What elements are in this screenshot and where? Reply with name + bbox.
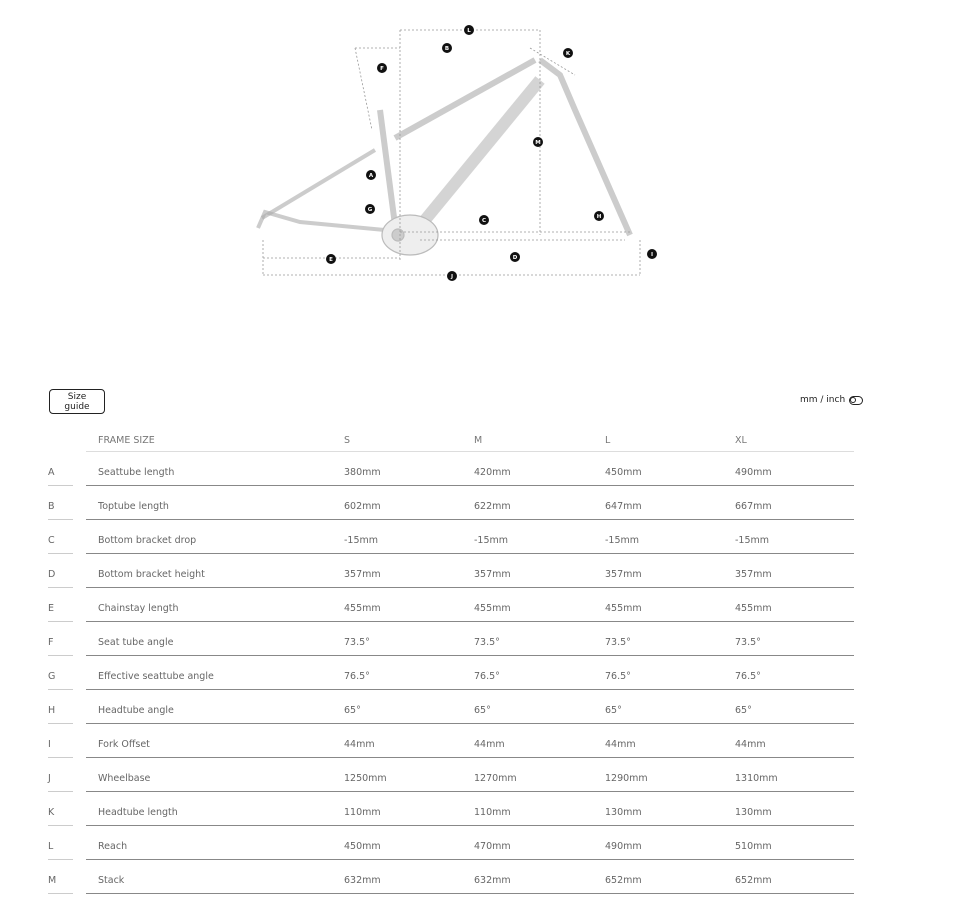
row-letter: K: [48, 807, 55, 818]
value-l: 647mm: [605, 501, 642, 512]
size-header-s: S: [344, 435, 351, 446]
row-letter: J: [48, 773, 51, 784]
value-s: 65°: [344, 705, 361, 716]
marker-b: [442, 43, 452, 53]
marker-j: [447, 271, 457, 281]
row-label: Seat tube angle: [98, 637, 174, 648]
row-letter: C: [48, 535, 55, 546]
value-s: 602mm: [344, 501, 381, 512]
value-s: 1250mm: [344, 773, 387, 784]
row-label: Toptube length: [98, 501, 169, 512]
value-m: 44mm: [474, 739, 505, 750]
size-header-m: M: [474, 435, 483, 446]
marker-f: [377, 63, 387, 73]
table-row: [48, 860, 854, 894]
marker-m: [533, 137, 543, 147]
frame-geometry-diagram: [0, 0, 960, 300]
row-label: Bottom bracket drop: [98, 535, 197, 546]
value-l: 44mm: [605, 739, 636, 750]
row-letter: G: [48, 671, 56, 682]
marker-a: [366, 170, 376, 180]
value-m: 455mm: [474, 603, 511, 614]
value-l: 1290mm: [605, 773, 648, 784]
row-letter: H: [48, 705, 56, 716]
value-s: 110mm: [344, 807, 381, 818]
value-s: 450mm: [344, 841, 381, 852]
divider: [86, 893, 854, 894]
value-m: 632mm: [474, 875, 511, 886]
svg-text:C: C: [481, 218, 487, 224]
table-row: [48, 826, 854, 860]
geometry-table: [48, 424, 854, 894]
marker-k: [563, 48, 573, 58]
size-header-xl: XL: [735, 435, 747, 446]
frame-size-header: FRAME SIZE: [98, 435, 155, 446]
value-xl: 510mm: [735, 841, 772, 852]
value-l: 455mm: [605, 603, 642, 614]
row-label: Seattube length: [98, 467, 175, 478]
svg-text:M: M: [535, 140, 541, 146]
marker-g: [365, 204, 375, 214]
size-guide-button[interactable]: Size guide: [49, 389, 105, 414]
row-letter: A: [48, 467, 55, 478]
value-l: 652mm: [605, 875, 642, 886]
table-row: [48, 452, 854, 486]
value-m: 420mm: [474, 467, 511, 478]
value-l: -15mm: [605, 535, 640, 546]
table-row: [48, 554, 854, 588]
svg-text:A: A: [368, 173, 374, 179]
value-s: 76.5°: [344, 671, 370, 682]
value-s: 44mm: [344, 739, 375, 750]
row-letter: D: [48, 569, 56, 580]
value-xl: -15mm: [735, 535, 770, 546]
row-letter: M: [48, 875, 57, 886]
value-xl: 73.5°: [735, 637, 761, 648]
table-row: [48, 622, 854, 656]
value-m: 357mm: [474, 569, 511, 580]
row-letter: I: [48, 739, 51, 750]
value-s: 632mm: [344, 875, 381, 886]
row-letter: L: [48, 841, 54, 852]
value-xl: 1310mm: [735, 773, 778, 784]
row-letter: E: [48, 603, 55, 614]
unit-toggle[interactable]: [800, 395, 863, 405]
svg-text:E: E: [329, 257, 333, 263]
svg-text:I: I: [650, 252, 654, 258]
row-label: Fork Offset: [98, 739, 150, 750]
table-row: [48, 792, 854, 826]
marker-d: [510, 252, 520, 262]
divider: [48, 893, 73, 894]
row-label: Wheelbase: [98, 773, 151, 784]
svg-text:F: F: [380, 66, 384, 72]
value-l: 76.5°: [605, 671, 631, 682]
value-s: 455mm: [344, 603, 381, 614]
row-label: Headtube angle: [98, 705, 174, 716]
value-l: 490mm: [605, 841, 642, 852]
table-row: [48, 486, 854, 520]
svg-text:J: J: [450, 274, 454, 280]
table-row: [48, 656, 854, 690]
marker-h: [594, 211, 604, 221]
value-m: 110mm: [474, 807, 511, 818]
svg-text:H: H: [596, 214, 602, 220]
row-label: Bottom bracket height: [98, 569, 205, 580]
row-letter: B: [48, 501, 55, 512]
size-header-l: L: [605, 435, 611, 446]
svg-text:G: G: [367, 207, 373, 213]
table-row: [48, 588, 854, 622]
row-label: Headtube length: [98, 807, 178, 818]
toggle-switch-icon[interactable]: [849, 396, 863, 405]
value-s: 380mm: [344, 467, 381, 478]
row-label: Reach: [98, 841, 128, 852]
value-m: 73.5°: [474, 637, 500, 648]
svg-text:L: L: [467, 28, 471, 34]
value-m: -15mm: [474, 535, 509, 546]
value-m: 622mm: [474, 501, 511, 512]
value-m: 65°: [474, 705, 491, 716]
row-label: Effective seattube angle: [98, 671, 214, 682]
value-xl: 455mm: [735, 603, 772, 614]
value-xl: 65°: [735, 705, 752, 716]
value-m: 1270mm: [474, 773, 517, 784]
value-s: -15mm: [344, 535, 379, 546]
value-l: 65°: [605, 705, 622, 716]
table-row: [48, 724, 854, 758]
marker-c: [479, 215, 489, 225]
value-xl: 652mm: [735, 875, 772, 886]
marker-e: [326, 254, 336, 264]
value-xl: 130mm: [735, 807, 772, 818]
value-xl: 667mm: [735, 501, 772, 512]
value-xl: 44mm: [735, 739, 766, 750]
value-s: 73.5°: [344, 637, 370, 648]
value-l: 357mm: [605, 569, 642, 580]
table-header-row: [48, 424, 854, 452]
marker-l: [464, 25, 474, 35]
table-row: [48, 520, 854, 554]
svg-text:B: B: [444, 46, 450, 52]
svg-text:D: D: [512, 255, 518, 261]
value-s: 357mm: [344, 569, 381, 580]
value-xl: 76.5°: [735, 671, 761, 682]
row-label: Stack: [98, 875, 125, 886]
value-xl: 490mm: [735, 467, 772, 478]
marker-i: [647, 249, 657, 259]
value-m: 76.5°: [474, 671, 500, 682]
unit-toggle-label: mm / inch: [800, 395, 846, 405]
table-row: [48, 758, 854, 792]
value-xl: 357mm: [735, 569, 772, 580]
value-l: 450mm: [605, 467, 642, 478]
row-label: Chainstay length: [98, 603, 179, 614]
value-l: 73.5°: [605, 637, 631, 648]
value-l: 130mm: [605, 807, 642, 818]
svg-text:K: K: [565, 51, 571, 57]
value-m: 470mm: [474, 841, 511, 852]
table-row: [48, 690, 854, 724]
row-letter: F: [48, 637, 54, 648]
